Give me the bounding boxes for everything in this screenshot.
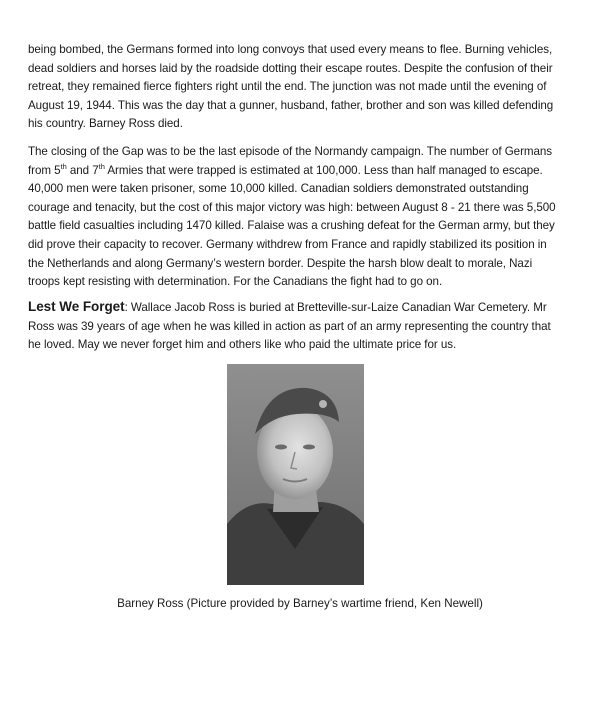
photo-caption: Barney Ross (Picture provided by Barney’s wartime friend, Ken Newell) [117,597,483,610]
text-line: the Netherlands and along Germany’s western border. Despite the harsh blow dealt to morale, Nazi [28,256,533,270]
text-line: he loved. May we never forget him and others like who paid the ultimate price for us. [28,338,457,352]
text-from5: from 5 [28,163,61,177]
text-line: did prove their capacity to recover. Germany withdrew from France and rapidly stabilized its position in [28,237,547,251]
text-line: being bombed, the Germans formed into long convoys that used every means to flee. Burning vehicles, [28,43,553,56]
superscript-th: th [98,161,105,171]
text-line: battle field casualties including 1470 killed. Falaise was a crushing defeat for the German army, but they [28,219,555,233]
text-line: dead soldiers and horses laid by the roadside dotting their escape routes. Despite the confusion of their [28,61,553,75]
text-line-armies [28,162,576,181]
text-line: 40,000 men were taken prisoner, some 10,000 killed. Canadian soldiers demonstrated outstanding [28,182,529,196]
portrait-image [227,364,364,585]
paragraph-convoys [28,41,576,134]
text-line: The closing of the Gap was to be the last episode of the Normandy campaign. The number of Germans [28,145,553,158]
paragraph-closing-gap [28,143,576,292]
text-burial: : Wallace Jacob Ross is buried at Bretteville-sur-Laize Canadian War Cemetery. Mr [124,301,547,314]
text-line: troops kept resisting with determination. For the Canadians the fight had to go on. [28,275,443,289]
text-line: Ross was 39 years of age when he was killed in action as part of an army representing the country that [28,319,551,333]
text-line: August 19, 1944. This was the day that a gunner, husband, father, brother and son was killed defending [28,98,554,112]
superscript-th: th [60,161,67,171]
text-line: retreat, they remained fierce fighters right until the end. The junction was not made until the evening of [28,80,547,94]
text-armies-rest: Armies that were trapped is estimated at 100,000. Less than half managed to escape. [104,163,543,177]
text-and7: and 7 [66,163,99,177]
portrait-photo [227,364,364,585]
text-line: his country. Barney Ross died. [28,117,183,131]
paragraph-lest-we-forget [28,298,576,355]
section-heading: Lest We Forget [28,299,125,314]
text-line-heading [28,298,576,318]
text-line: courage and tenacity, but the cost of this major victory was high: between August 8 - 21 there was 5,500 [28,200,556,214]
